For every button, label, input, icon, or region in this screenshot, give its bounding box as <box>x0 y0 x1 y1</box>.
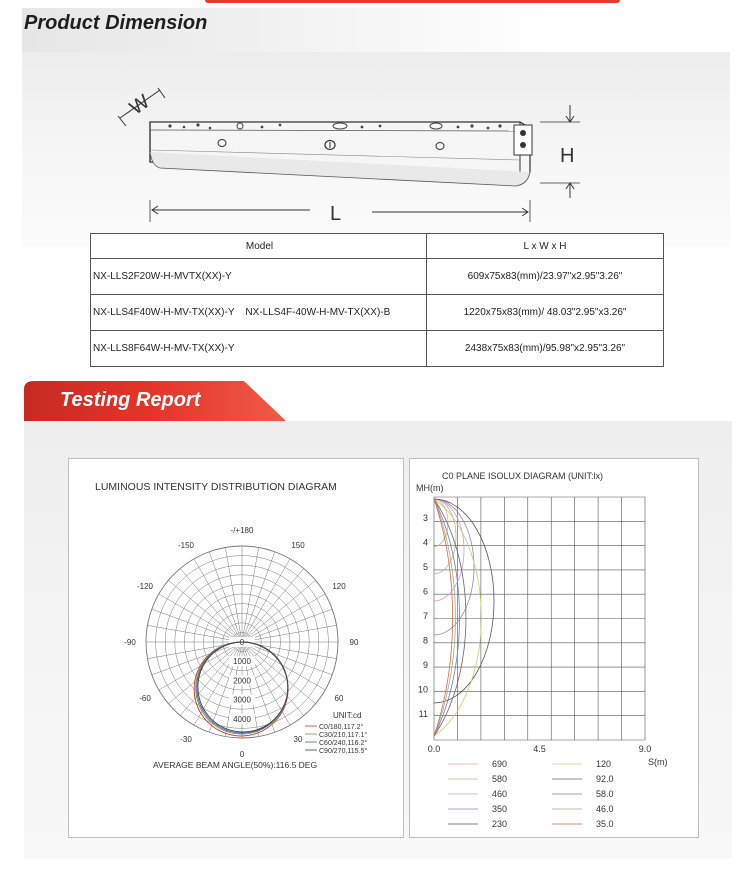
isolux-y-tick: 6 <box>422 586 428 597</box>
table-row <box>91 295 664 331</box>
polar-legend-label: C30/210,117.1° <box>319 732 368 739</box>
column-header-model: Model <box>91 234 427 259</box>
polar-angle-label: -30 <box>180 734 192 744</box>
fixture-dimension-drawing <box>0 52 752 232</box>
polar-chart-title: LUMINOUS INTENSITY DISTRIBUTION DIAGRAM <box>95 481 337 493</box>
isolux-x-axis-label: S(m) <box>648 757 668 767</box>
isolux-y-tick: 3 <box>422 513 428 523</box>
beam-angle-footer: AVERAGE BEAM ANGLE(50%):116.5 DEG <box>153 760 318 770</box>
isolux-y-tick: 11 <box>418 709 428 719</box>
isolux-y-axis-label: MH(m) <box>416 483 444 493</box>
length-label: L <box>330 203 342 225</box>
polar-legend <box>305 723 367 755</box>
isolux-x-tick: 9.0 <box>638 744 652 754</box>
top-accent-strip <box>205 0 620 3</box>
polar-legend-label: C0/180,117.2° <box>319 724 364 731</box>
isolux-legend-label: 230 <box>492 819 508 829</box>
polar-angle-label: 150 <box>291 541 305 551</box>
isolux-x-tick: 4.5 <box>533 744 546 754</box>
unit-label: UNIT:cd <box>333 711 362 720</box>
dimension-table <box>90 233 664 367</box>
polar-angle-label: 60 <box>334 694 344 703</box>
dimension-cell: 609x75x83(mm)/23.97"x2.95"3.26" <box>427 259 664 295</box>
polar-angle-label: -/+180 <box>230 526 254 535</box>
isolux-legend-label: 460 <box>492 789 508 799</box>
column-header-dimensions: L x W x H <box>427 234 664 259</box>
isolux-x-tick: 0.0 <box>427 744 441 754</box>
testing-report-title: Testing Report <box>60 389 201 411</box>
polar-angle-label: -60 <box>139 694 151 703</box>
model-cell: NX-LLS2F20W-H-MVTX(XX)-Y <box>91 259 427 295</box>
polar-radial-label: 4000 <box>233 714 251 724</box>
isolux-x-ticks <box>428 744 652 754</box>
isolux-chart <box>410 459 700 839</box>
isolux-y-tick: 10 <box>417 684 428 695</box>
polar-radial-label: 1000 <box>233 657 251 667</box>
isolux-legend-label: 46.0 <box>596 804 614 814</box>
height-label: H <box>560 145 575 167</box>
isolux-panel <box>409 458 699 838</box>
polar-angle-label: -150 <box>177 541 195 551</box>
table-row <box>91 331 664 367</box>
polar-angle-label: 90 <box>349 638 359 647</box>
isolux-y-tick: 8 <box>422 635 428 646</box>
width-label: W <box>125 90 154 120</box>
isolux-legend-label: 35.0 <box>596 819 614 829</box>
isolux-legend-label: 350 <box>492 804 508 814</box>
isolux-y-tick: 7 <box>422 611 428 621</box>
isolux-legend-label: 58.0 <box>596 789 614 799</box>
isolux-y-ticks <box>418 513 428 719</box>
isolux-curve <box>434 499 453 736</box>
polar-legend-label: C90/270,115.5° <box>319 748 368 755</box>
isolux-legend-label: 580 <box>492 774 508 784</box>
isolux-y-tick: 5 <box>422 562 428 572</box>
isolux-legend-label: 120 <box>596 759 612 769</box>
isolux-chart-title: C0 PLANE ISOLUX DIAGRAM (UNIT:lx) <box>442 471 604 481</box>
polar-radial-label: 3000 <box>233 695 251 705</box>
table-row <box>91 259 664 295</box>
table-header-row <box>91 234 664 259</box>
model-cell: NX-LLS8F64W-H-MV-TX(XX)-Y <box>91 331 427 367</box>
polar-angle-label: -90 <box>124 638 136 647</box>
isolux-legend-label: 92.0 <box>596 774 614 784</box>
isolux-legend <box>448 759 614 829</box>
polar-legend-label: C60/240,116.2° <box>319 740 368 747</box>
isolux-curves <box>434 499 494 736</box>
polar-radial-label: 2000 <box>233 676 251 686</box>
polar-angle-label: 120 <box>332 582 346 591</box>
isolux-y-tick: 4 <box>422 537 428 548</box>
dimension-cell: 2438x75x83(mm)/95.98"x2.95"3.26" <box>427 331 664 367</box>
polar-radial-label: 0 <box>239 638 245 647</box>
polar-angle-label: 0 <box>239 750 245 759</box>
isolux-legend-label: 690 <box>492 759 508 769</box>
polar-angle-label: 30 <box>293 734 303 744</box>
polar-chart <box>69 459 405 839</box>
dimension-cell: 1220x75x83(mm)/ 48.03"2.95"x3.26" <box>427 295 664 331</box>
model-cell: NX-LLS4F40W-H-MV-TX(XX)-Y NX-LLS4F-40W-H-MV-TX(XX)-B <box>91 295 427 331</box>
polar-angle-label: -120 <box>136 582 154 591</box>
product-dimension-title: Product Dimension <box>24 12 208 34</box>
isolux-y-tick: 9 <box>422 660 428 670</box>
luminous-intensity-panel <box>68 458 404 838</box>
